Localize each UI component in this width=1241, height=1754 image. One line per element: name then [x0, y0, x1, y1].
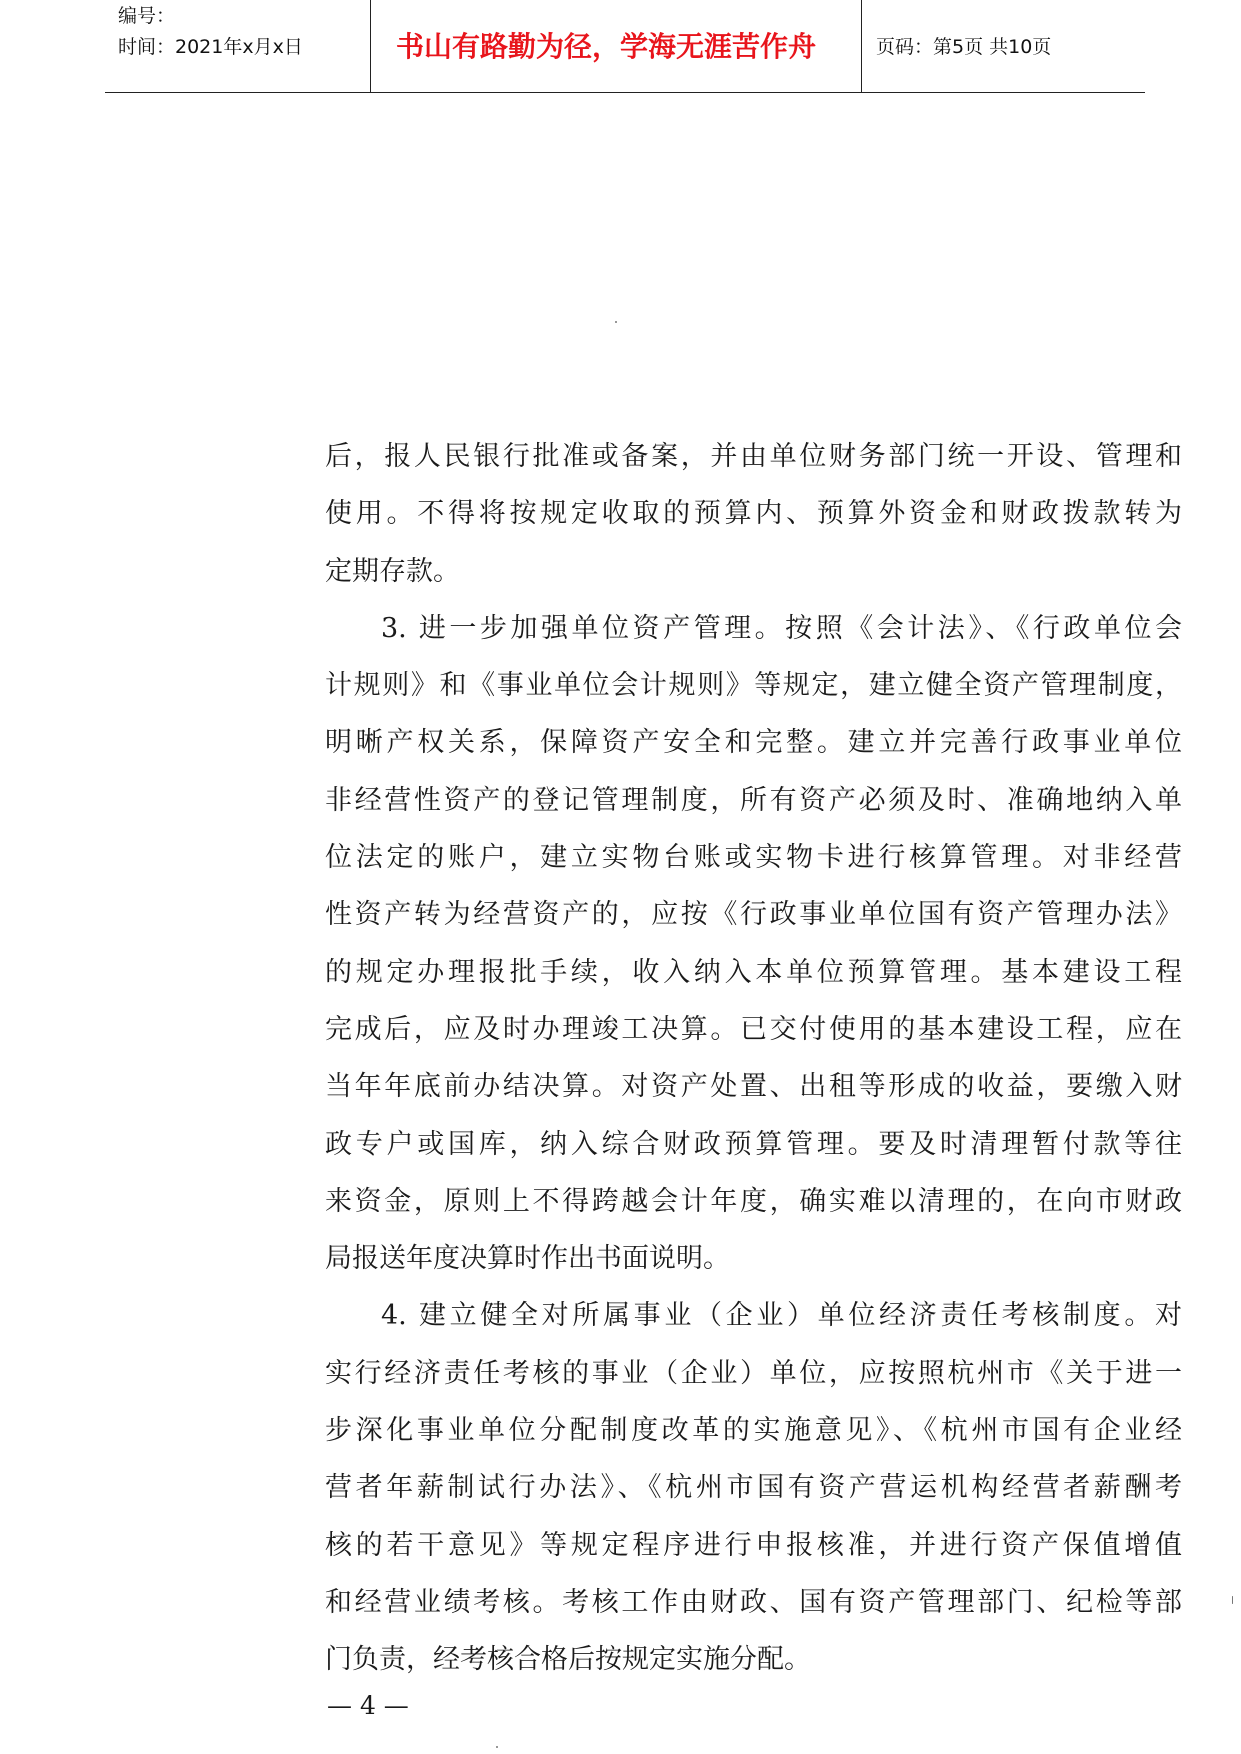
text-line: 步深化事业单位分配制度改革的实施意见》、《杭州市国有企业经 — [325, 1415, 1182, 1447]
text-line: 政专户或国库，纳入综合财政预算管理。要及时清理暂付款等往 — [325, 1128, 1182, 1160]
document-number-label: 编号： — [118, 5, 176, 27]
paragraph — [325, 428, 1182, 600]
page-info-label: 页码：第5页 共10页 — [876, 36, 1052, 58]
document-date-label: 时间：2021年x月x日 — [118, 36, 303, 58]
paragraph — [325, 600, 1182, 1288]
text-line: 和经营业绩考核。考核工作由财政、国有资产管理部门、纪检等部 — [325, 1586, 1182, 1618]
text-line: 营者年薪制试行办法》、《杭州市国有资产营运机构经营者薪酬考 — [325, 1472, 1182, 1504]
text-line: 定期存款。 — [325, 555, 460, 587]
text-line: 当年年底前办结决算。对资产处置、出租等形成的收益，要缴入财 — [325, 1071, 1182, 1103]
text-line: 实行经济责任考核的事业（企业）单位，应按照杭州市《关于进一 — [325, 1357, 1182, 1389]
text-line: 门负责，经考核合格后按规定实施分配。 — [325, 1644, 811, 1676]
header-rule — [105, 92, 1145, 93]
text-line: 使用。不得将按规定收取的预算内、预算外资金和财政拨款转为 — [325, 498, 1182, 530]
header-divider-right — [861, 0, 862, 92]
text-line: 来资金，原则上不得跨越会计年度，确实难以清理的，在向市财政 — [325, 1185, 1182, 1217]
text-line: 位法定的账户，建立实物台账或实物卡进行核算管理。对非经营 — [325, 842, 1182, 874]
scan-speck — [615, 321, 617, 323]
page-number: — 4 — — [327, 1691, 409, 1720]
text-line: 完成后，应及时办理竣工决算。已交付使用的基本建设工程，应在 — [325, 1013, 1182, 1045]
text-line: 局报送年度决算时作出书面说明。 — [325, 1243, 730, 1275]
text-line: 非经营性资产的登记管理制度，所有资产必须及时、准确地纳入单 — [325, 784, 1182, 816]
text-line: 性资产转为经营资产的，应按《行政事业单位国有资产管理办法》 — [325, 899, 1182, 931]
text-line: 的规定办理报批手续，收入纳入本单位预算管理。基本建设工程 — [325, 956, 1182, 988]
text-line: 明晰产权关系，保障资产安全和完整。建立并完善行政事业单位 — [325, 727, 1182, 759]
text-line: 3. 进一步加强单位资产管理。按照《会计法》、《行政单位会 — [381, 612, 1182, 644]
document-body — [325, 428, 1182, 1689]
text-line: 计规则》和《事业单位会计规则》等规定，建立健全资产管理制度， — [325, 670, 1182, 702]
text-line: 核的若干意见》等规定程序进行申报核准，并进行资产保值增值 — [325, 1529, 1182, 1561]
scan-speck — [496, 1746, 498, 1748]
scan-speck — [1232, 1596, 1233, 1604]
text-line: 4. 建立健全对所属事业（企业）单位经济责任考核制度。对 — [381, 1300, 1182, 1332]
text-line: 后，报人民银行批准或备案，并由单位财务部门统一开设、管理和 — [325, 441, 1182, 472]
paragraph — [325, 1287, 1182, 1688]
header-divider-left — [370, 0, 371, 92]
header-slogan: 书山有路勤为径，学海无涯苦作舟 — [396, 30, 817, 63]
